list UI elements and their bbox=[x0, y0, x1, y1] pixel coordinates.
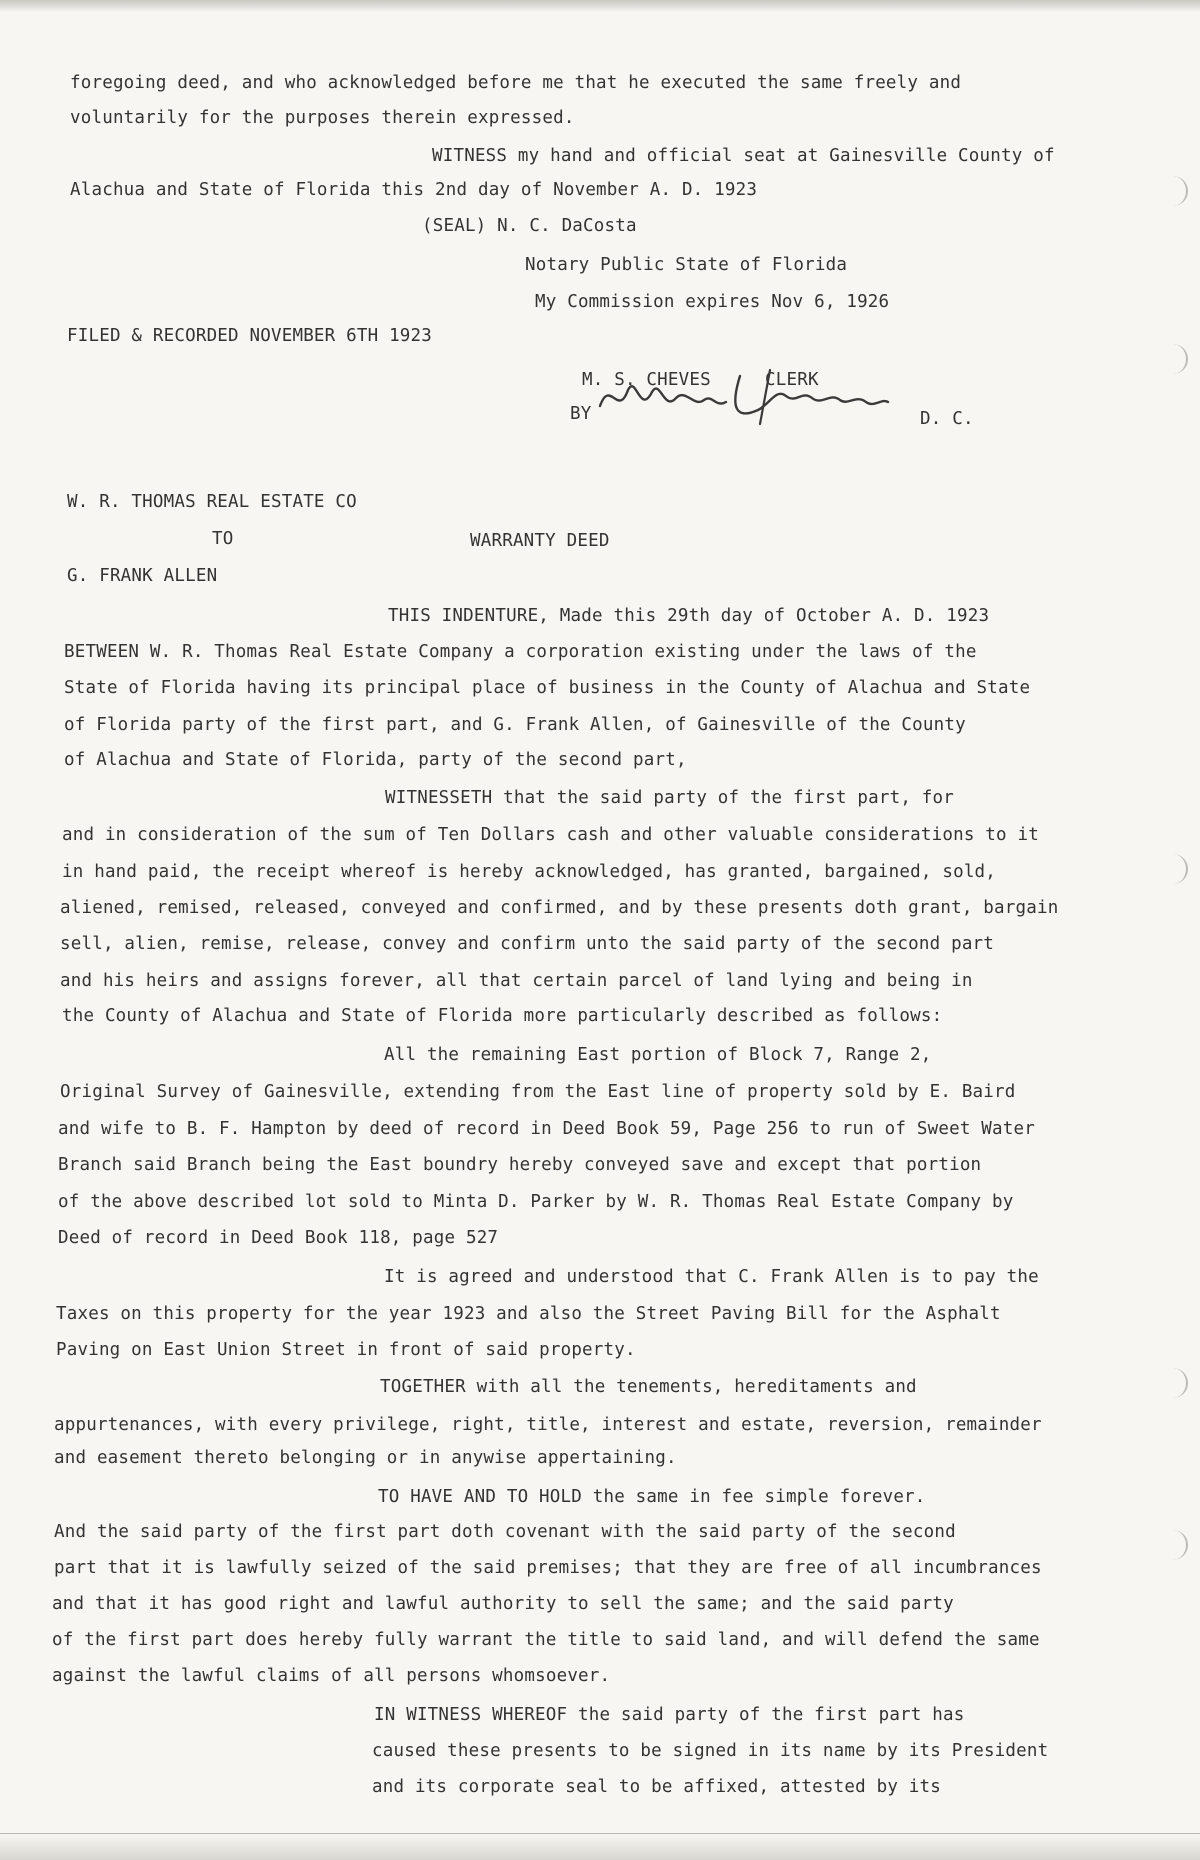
text-line: BETWEEN W. R. Thomas Real Estate Company a corporation existing under the laws of the bbox=[64, 642, 977, 662]
text-line: and in consideration of the sum of Ten Dollars cash and other valuable considerations to it bbox=[62, 825, 1039, 845]
text-line: foregoing deed, and who acknowledged before me that he executed the same freely and bbox=[70, 73, 962, 93]
text-line: M. S. CHEVES bbox=[582, 370, 711, 390]
text-line: BY bbox=[570, 404, 592, 424]
text-line: the County of Alachua and State of Florida more particularly described as follows: bbox=[62, 1006, 943, 1026]
text-line: State of Florida having its principal place of business in the County of Alachua and State bbox=[64, 678, 1031, 698]
punch-hole bbox=[1168, 854, 1188, 884]
text-line: Taxes on this property for the year 1923 and also the Street Paving Bill for the Asphalt bbox=[56, 1304, 1001, 1324]
punch-hole bbox=[1168, 1368, 1188, 1398]
text-line: My Commission expires Nov 6, 1926 bbox=[535, 292, 890, 312]
punch-hole bbox=[1168, 344, 1188, 374]
punch-hole bbox=[1168, 176, 1188, 206]
text-line: TOGETHER with all the tenements, hereditaments and bbox=[380, 1377, 917, 1397]
text-line: and that it has good right and lawful authority to sell the same; and the said party bbox=[52, 1594, 954, 1614]
text-line: part that it is lawfully seized of the said premises; that they are free of all incumbrances bbox=[54, 1558, 1042, 1578]
text-line: TO bbox=[212, 529, 234, 549]
clerk-signature bbox=[590, 368, 890, 428]
text-line: Alachua and State of Florida this 2nd day of November A. D. 1923 bbox=[70, 180, 758, 200]
text-line: of Alachua and State of Florida, party of the second part, bbox=[64, 750, 687, 770]
text-line: D. C. bbox=[920, 409, 974, 429]
text-line: of Florida party of the first part, and G. Frank Allen, of Gainesville of the County bbox=[64, 715, 966, 735]
text-line: and his heirs and assigns forever, all that certain parcel of land lying and being in bbox=[60, 971, 973, 991]
text-line: IN WITNESS WHEREOF the said party of the first part has bbox=[374, 1705, 965, 1725]
text-line: in hand paid, the receipt whereof is hereby acknowledged, has granted, bargained, sold, bbox=[62, 862, 997, 882]
text-line: Deed of record in Deed Book 118, page 527 bbox=[58, 1228, 499, 1248]
text-line: and wife to B. F. Hampton by deed of record in Deed Book 59, Page 256 to run of Sweet Water bbox=[58, 1119, 1035, 1139]
page-bottom-edge bbox=[0, 1833, 1200, 1860]
text-line: appurtenances, with every privilege, right, title, interest and estate, reversion, remainder bbox=[54, 1415, 1042, 1435]
page-top-edge bbox=[0, 0, 1200, 12]
text-line: THIS INDENTURE, Made this 29th day of October A. D. 1923 bbox=[388, 606, 990, 626]
text-line: It is agreed and understood that C. Frank Allen is to pay the bbox=[384, 1267, 1039, 1287]
text-line: G. FRANK ALLEN bbox=[67, 566, 218, 586]
text-line: TO HAVE AND TO HOLD the same in fee simple forever. bbox=[378, 1487, 926, 1507]
text-line: FILED & RECORDED NOVEMBER 6TH 1923 bbox=[67, 326, 433, 346]
text-line: against the lawful claims of all persons whomsoever. bbox=[52, 1666, 611, 1686]
text-line: of the first part does hereby fully warrant the title to said land, and will defend the same bbox=[52, 1630, 1040, 1650]
text-line: Branch said Branch being the East boundry hereby conveyed save and except that portion bbox=[58, 1155, 982, 1175]
text-line: WARRANTY DEED bbox=[470, 531, 610, 551]
punch-hole bbox=[1168, 1530, 1188, 1560]
text-line: sell, alien, remise, release, convey and confirm unto the said party of the second part bbox=[60, 934, 995, 954]
text-line: And the said party of the first part doth covenant with the said party of the second bbox=[54, 1522, 956, 1542]
text-line: WITNESS my hand and official seat at Gainesville County of bbox=[432, 146, 1055, 166]
text-line: of the above described lot sold to Minta D. Parker by W. R. Thomas Real Estate Company by bbox=[58, 1192, 1014, 1212]
text-line: WITNESSETH that the said party of the first part, for bbox=[385, 788, 955, 808]
text-line: W. R. THOMAS REAL ESTATE CO bbox=[67, 492, 357, 512]
text-line: Notary Public State of Florida bbox=[525, 255, 848, 275]
text-line: CLERK bbox=[765, 370, 819, 390]
text-line: (SEAL) N. C. DaCosta bbox=[422, 216, 637, 236]
text-line: caused these presents to be signed in its name by its President bbox=[372, 1741, 1049, 1761]
text-line: aliened, remised, released, conveyed and confirmed, and by these presents doth grant, bargain bbox=[60, 898, 1059, 918]
text-line: Paving on East Union Street in front of said property. bbox=[56, 1340, 636, 1360]
text-line: voluntarily for the purposes therein expressed. bbox=[70, 108, 575, 128]
text-line: All the remaining East portion of Block 7, Range 2, bbox=[384, 1045, 932, 1065]
text-line: and its corporate seal to be affixed, attested by its bbox=[372, 1777, 942, 1797]
text-line: Original Survey of Gainesville, extending from the East line of property sold by E. Baird bbox=[60, 1082, 1016, 1102]
text-line: and easement thereto belonging or in anywise appertaining. bbox=[54, 1448, 677, 1468]
